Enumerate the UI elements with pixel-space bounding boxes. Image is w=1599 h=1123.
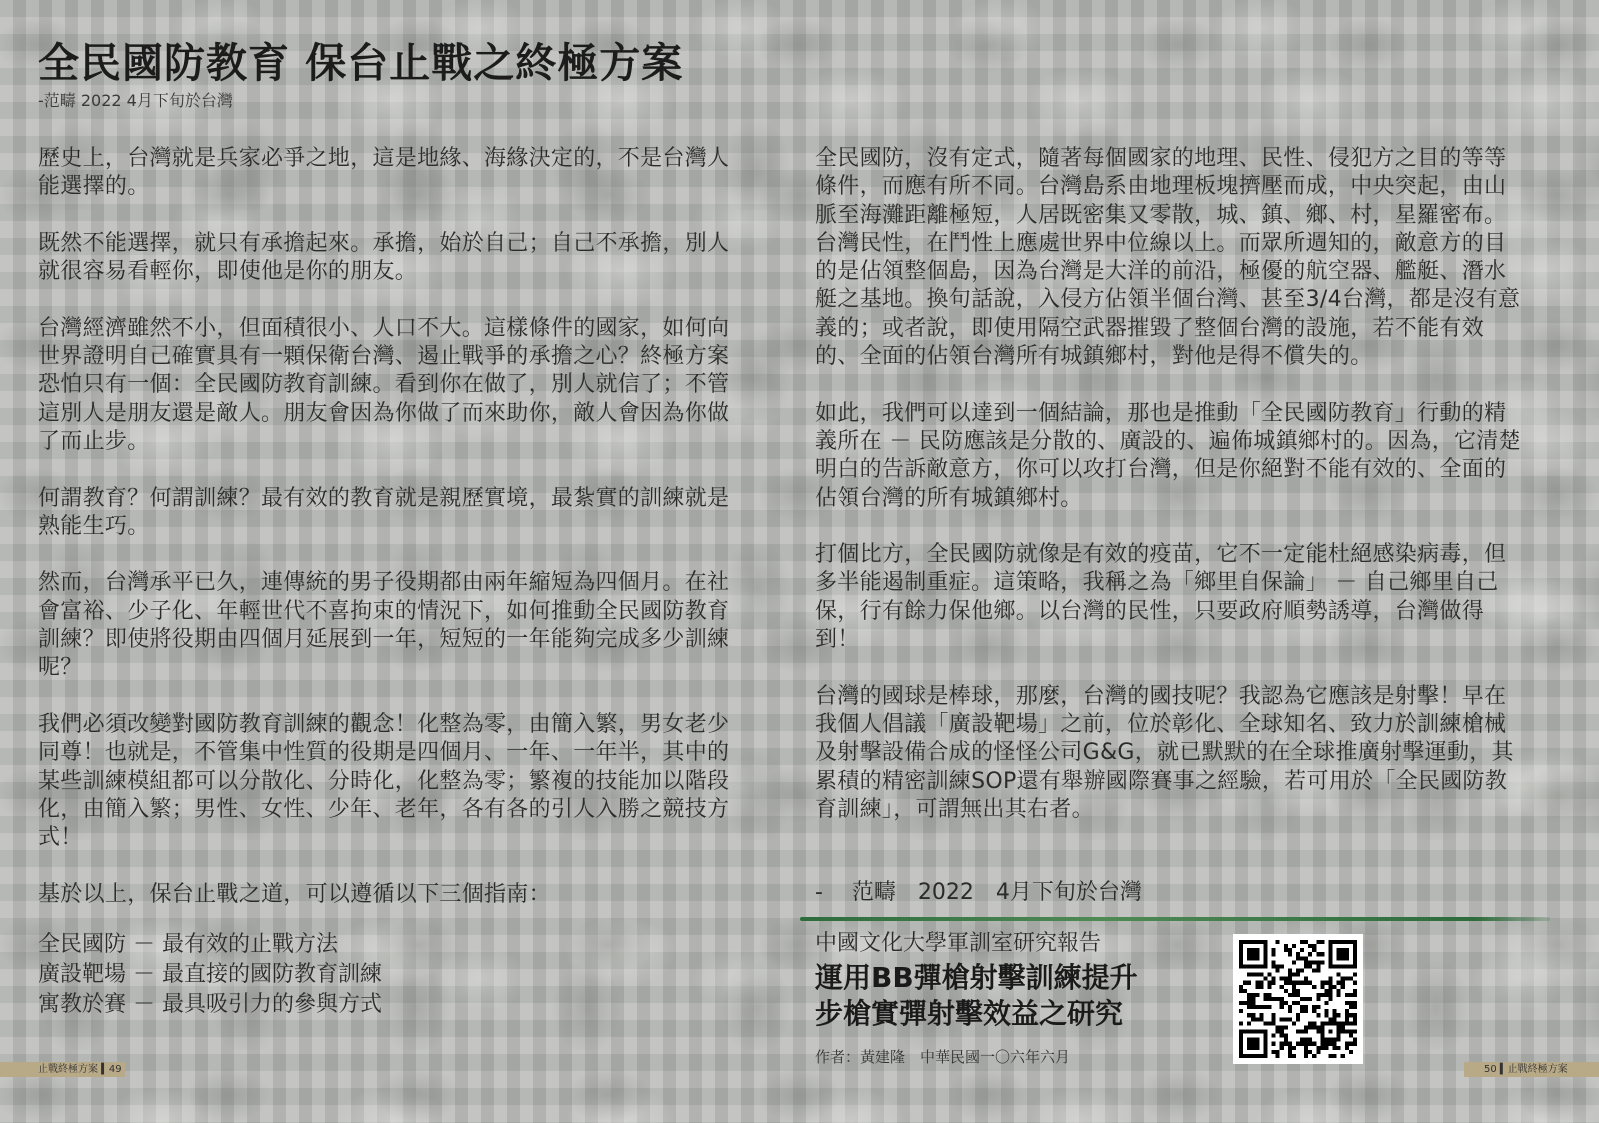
report-title — [815, 960, 1138, 1032]
paragraph: 我們必須改變對國防教育訓練的觀念！化整為零，由簡入繁，男女老少同尊！也就是，不管集中性質的役期是四個月、一年、一年半，其中的某些訓練模組都可以分散化、分時化，化整為零；繁複的技能加以階段化，由簡入繁；男性、女性、少年、老年，各有各的引人入勝之競技方式！ — [38, 711, 730, 851]
guide-item: 寓教於賽 － 最具吸引力的參與方式 — [38, 992, 382, 1017]
byline: -范疇 2022 4月下旬於台灣 — [38, 91, 233, 110]
footer-right-page-label: 50 ▍止戰終極方案 — [1464, 1062, 1599, 1077]
paragraph: 全民國防，沒有定式，隨著每個國家的地理、民性、侵犯方之目的等等條件，而應有所不同。台灣島系由地理板塊擠壓而成，中央突起，由山脈至海灘距離極短，人居既密集又零散，城、鎮、鄉、村，星羅密布。台灣民性，在鬥性上應處世界中位線以上。而眾所週知的，敵意方的目的是佔領整個島，因為台灣是大洋的前沿，極優的航空器、艦艇、潛水艇之基地。換句話說，入侵方佔領半個台灣、甚至3/4台灣，都是沒有意義的；或者說，即使用隔空武器摧毀了整個台灣的設施，若不能有效的、全面的佔領台灣所有城鎮鄉村，對他是得不償失的。 — [815, 146, 1521, 370]
paragraph: 然而，台灣承平已久，連傳統的男子役期都由兩年縮短為四個月。在社會富裕、少子化、年輕世代不喜拘束的情況下，如何推動全民國防教育訓練？即使將役期由四個月延展到一年，短短的一年能夠完成多少訓練呢？ — [38, 570, 730, 681]
report-author: 作者：黃建隆 中華民國一〇六年六月 — [815, 1048, 1071, 1066]
left-column — [38, 145, 748, 937]
report-title-line: 運用BB彈槍射擊訓練提升 — [815, 961, 1138, 994]
paragraph: 台灣經濟雖然不小，但面積很小、人口不大。這樣條件的國家，如何向世界證明自己確實具有一顆保衛台灣、遏止戰爭的承擔之心？終極方案恐怕只有一個：全民國防教育訓練。看到你在做了，別人就信了；不管這別人是朋友還是敵人。朋友會因為你做了而來助你，敵人會因為你做了而止步。 — [38, 315, 730, 454]
footer-left-page-label: 止戰終極方案 ▍49 — [0, 1062, 125, 1077]
paragraph: 何謂教育？何謂訓練？最有效的教育就是親歷實境，最紮實的訓練就是熟能生巧。 — [38, 485, 730, 539]
signature: - 范疇 2022 4月下旬於台灣 — [815, 880, 1142, 905]
right-column — [815, 145, 1525, 852]
report-title-line: 步槍實彈射擊效益之研究 — [815, 997, 1124, 1030]
guides-list — [38, 930, 382, 1020]
paragraph: 打個比方，全民國防就像是有效的疫苗，它不一定能杜絕感染病毒，但多半能遏制重症。這策略，我稱之為「鄉里自保論」 － 自己鄉里自己保，行有餘力保他鄉。以台灣的民性，只要政府順勢誘導，台灣做得到！ — [815, 542, 1507, 653]
qr-code-icon[interactable] — [1233, 934, 1363, 1064]
paragraph: 歷史上，台灣就是兵家必爭之地，這是地緣、海緣決定的，不是台灣人能選擇的。 — [38, 146, 730, 200]
guide-item: 廣設靶場 － 最直接的國防教育訓練 — [38, 962, 382, 987]
report-institution: 中國文化大學軍訓室研究報告 — [815, 931, 1102, 956]
paragraph: 基於以上，保台止戰之道，可以遵循以下三個指南： — [38, 881, 551, 907]
paragraph: 台灣的國球是棒球，那麼，台灣的國技呢？我認為它應該是射擊！早在我個人倡議「廣設靶場」之前，位於彰化、全球知名、致力於訓練槍械及射擊設備合成的怪怪公司G&G，就已默默的在全球推廣射擊運動，其累積的精密訓練SOP還有舉辦國際賽事之經驗，若可用於「全民國防教育訓練」，可謂無出其右者。 — [815, 683, 1514, 822]
paragraph: 既然不能選擇，就只有承擔起來。承擔，始於自己；自己不承擔，別人就很容易看輕你，即使他是你的朋友。 — [38, 230, 730, 285]
divider — [800, 917, 1550, 921]
guide-item: 全民國防 － 最有效的止戰方法 — [38, 932, 338, 957]
page-title: 全民國防教育 保台止戰之終極方案 — [38, 39, 684, 87]
paragraph: 如此，我們可以達到一個結論，那也是推動「全民國防教育」行動的精義所在 － 民防應該是分散的、廣設的、遍佈城鎮鄉村的。因為，它清楚明白的告訴敵意方，你可以攻打台灣，但是你絕對不能有效的、全面的佔領台灣的所有城鎮鄉村。 — [815, 400, 1521, 511]
